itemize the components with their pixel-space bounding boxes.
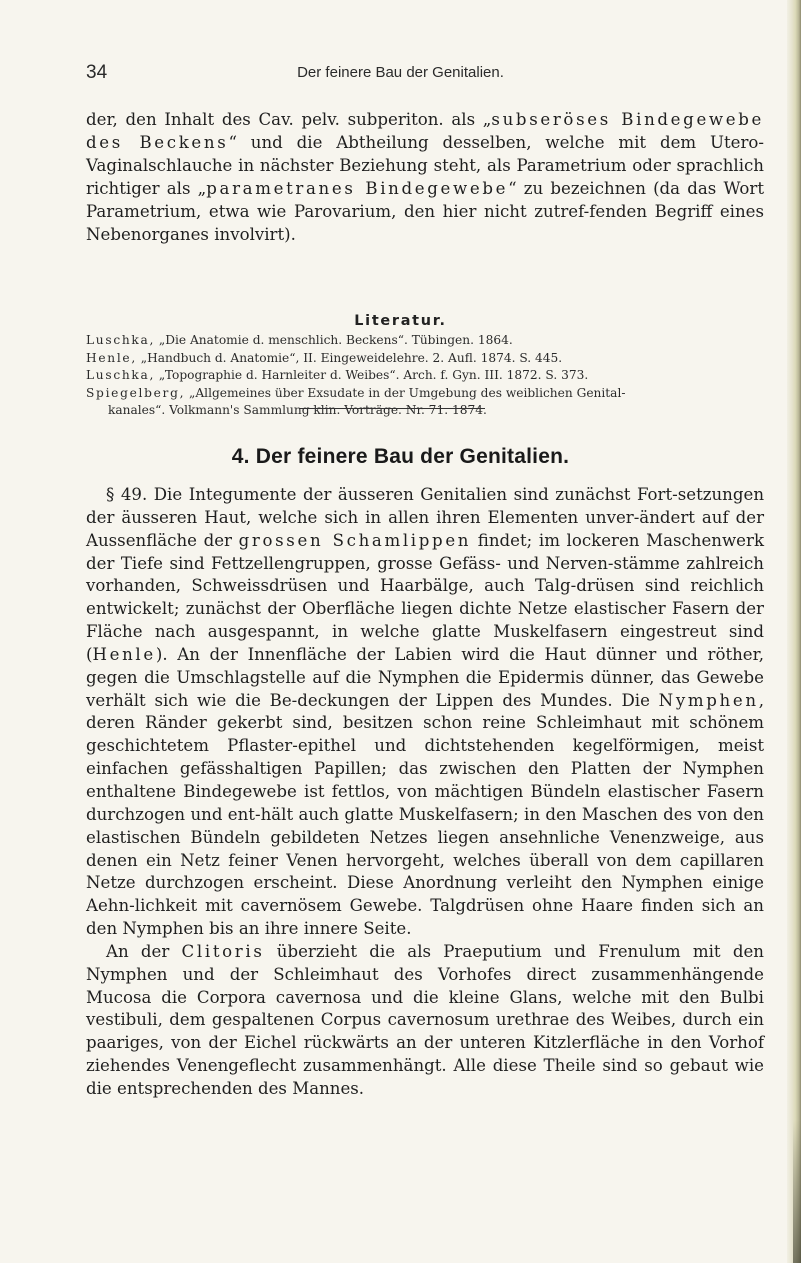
p49-mid-1: findet; im lockeren Maschenwerk der Tiefe sind Fettzellengruppen, grosse Gefäss- und Nerven-stämme zahlreich vorhanden, Schweissdrüsen und Haarbälge, auch Talg-drüsen sind reichlich entwickelt; zunächst der Oberfläche liegen dichte Netze elastischer Fasern der Fläche nach ausgespannt, in welche glatte Muskelfasern eingestreut sind ( [86,530,764,664]
p49-spaced-1: grossen Schamlippen [238,530,472,550]
intro-text-b: “ und die Abtheilung desselben, welche mit dem Utero-Vaginalschlauche in nächster Beziehung steht, als Parametrium oder sprachlich richtiger als „ [86,132,764,198]
ref-author: Spiegelberg, [86,385,186,400]
section-divider [299,408,485,409]
intro-text-a: der, den Inhalt des Cav. pelv. subperiton. als „ [86,110,492,129]
ref-author: Luschka, [86,333,156,347]
intro-text-c: “ zu bezeichnen (da das Wort Parametrium, etwa wie Parovarium, den hier nicht zutref-fenden Begriff eines Nebenorganes involvirt). [86,178,764,244]
page-header [0,62,801,90]
ref-author: Luschka, [86,368,156,382]
ref-text: „Handbuch d. Anatomie“, II. Eingeweidelehre. 2. Aufl. 1874. S. 445. [136,350,563,365]
page-edge-dark [793,1120,801,1263]
clitoris-spaced: Clitoris [181,941,265,961]
literatur-ref-continuation: kanales“. Volkmann's Sammlung klin. Vorträge. Nr. 71. 1874. [108,403,487,417]
literatur-ref [86,332,770,350]
clitoris-tail: überzieht die als Praeputium und Frenulum mit den Nymphen und der Schleimhaut des Vorhofes direct zusammenhängende Mucosa die Corpora cavernosa und die kleine Glans, welche mit den Bulbi vestibuli, dem gespaltenen Corpus cavernosum urethrae des Weibes, durch ein paariges, von der Eichel rückwärts an der unteren Kitzlerfläche in den Vorhof ziehendes Venengeflecht zusammenhängt. Alle diese Theile sind so gebaut wie die entsprechenden des Mannes. [86,941,764,1098]
literatur-heading: Literatur. [354,313,447,329]
page-number: 34 [86,62,108,83]
section-body [86,484,764,1101]
intro-paragraph [86,109,764,246]
ref-text: „Die Anatomie d. menschlich. Beckens“. Tübingen. 1864. [155,333,513,347]
literatur-list [86,332,770,420]
p49-tail: , deren Ränder gekerbt sind, besitzen schon reine Schleimhaut mit schönem geschichtetem Pflaster-epithel und dichtstehenden kegelförmigen, meist einfachen gefässhaltigen Papillen; das zwischen den Platten der Nymphen enthaltene Bindegewebe ist fettlos, von mächtigen Bündeln elastischer Fasern durchzogen und ent-hält auch glatte Muskelfasern; in den Maschen des von den elastischen Bündeln gebildeten Netzes liegen ansehnliche Venenzweige, aus denen ein Netz feiner Venen hervorgeht, welches überall von dem capillaren Netze durchzogen erscheint. Diese Anordnung verleiht den Nymphen einige Aehn-lichkeit mit cavernösem Gewebe. Talgdrüsen ohne Haare finden sich an den Nymphen bis an ihre innere Seite. [86,690,764,939]
intro-spaced-a: subseröses Bindegewebe des Beckens [86,110,765,152]
p49-spaced-2: Henle [92,644,156,664]
ref-text: „Allgemeines über Exsudate in der Umgebung des weiblichen Genital- [185,385,626,400]
literatur-ref [86,350,770,368]
intro-text [86,109,764,246]
p49-mid-2: ). An der Innenfläche der Labien wird die Haut dünner und röther, gegen die Umschlagstelle auf die Nymphen die Epidermis dünner, das Gewebe verhält sich wie die Be-deckungen der Lippen des Mundes. Die [86,644,764,710]
p49-spaced-3: Nymphen [658,690,759,710]
literatur-ref [86,367,770,385]
paragraph-clitoris [86,941,764,1101]
page-edge-shadow [787,0,801,1263]
ref-author: Henle, [86,350,137,365]
paragraph-49 [86,484,764,941]
running-title: Der feinere Bau der Genitalien. [297,64,504,81]
p49-lead: § 49. Die Integumente der äusseren Genitalien sind zunächst Fort-setzungen der äusseren Haut, welche sich in allen ihren Elementen unver-ändert auf der Aussenfläche der [86,485,764,550]
ref-text: „Topographie d. Harnleiter d. Weibes“. Arch. f. Gyn. III. 1872. S. 373. [155,368,589,382]
section-title: 4. Der feinere Bau der Genitalien. [231,445,570,468]
literatur-ref [86,385,770,403]
intro-spaced-b: parametranes Bindegewebe [206,178,509,198]
clitoris-lead: An der [106,941,182,961]
